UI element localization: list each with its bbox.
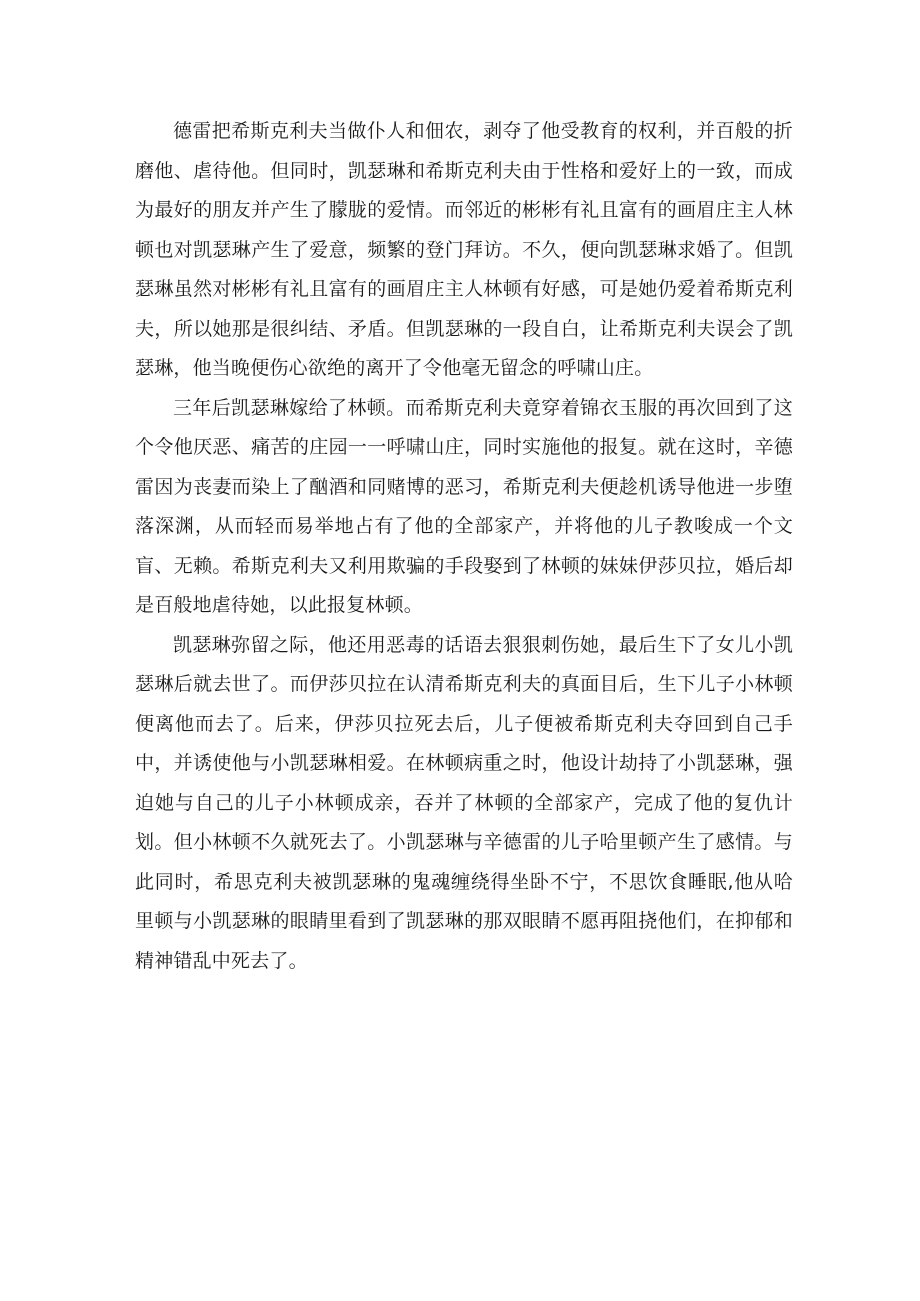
paragraph-1: 德雷把希斯克利夫当做仆人和佃农，剥夺了他受教育的权利，并百般的折磨他、虐待他。但同时，凯瑟琳和希斯克利夫由于性格和爱好上的一致，而成为最好的朋友并产生了朦胧的爱情。而邻近的彬彬有礼且富有的画眉庄主人林顿也对凯瑟琳产生了爱意，频繁的登门拜访。不久，便向凯瑟琳求婚了。但凯瑟琳虽然对彬彬有礼且富有的画眉庄主人林顿有好感，可是她仍爱着希斯克利夫，所以她那是很纠结、矛盾。但凯瑟琳的一段自白，让希斯克利夫误会了凯瑟琳，他当晚便伤心欲绝的离开了令他毫无留念的呼啸山庄。 bbox=[135, 120, 793, 379]
paragraph-3: 凯瑟琳弥留之际，他还用恶毒的话语去狠狠刺伤她，最后生下了女儿小凯瑟琳后就去世了。而伊莎贝拉在认清希斯克利夫的真面目后，生下儿子小林顿便离他而去了。后来，伊莎贝拉死去后，儿子便被希斯克利夫夺回到自己手中，并诱使他与小凯瑟琳相爱。在林顿病重之时，他设计劫持了小凯瑟琳，强迫她与自己的儿子小林顿成亲，吞并了林顿的全部家产，完成了他的复仇计划。但小林顿不久就死去了。小凯瑟琳与辛德雷的儿子哈里顿产生了感情。与此同时，希思克利夫被凯瑟琳的鬼魂缠绕得坐卧不宁，不思饮食睡眠,他从哈里顿与小凯瑟琳的眼睛里看到了凯瑟琳的那双眼睛不愿再阻挠他们，在抑郁和精神错乱中死去了。 bbox=[135, 633, 793, 972]
document-body bbox=[135, 112, 793, 981]
paragraph-2: 三年后凯瑟琳嫁给了林顿。而希斯克利夫竟穿着锦衣玉服的再次回到了这个令他厌恶、痛苦的庄园一一呼啸山庄，同时实施他的报复。就在这时，辛德雷因为丧妻而染上了酗酒和同赌博的恶习，希斯克利夫便趁机诱导他进一步堕落深渊，从而轻而易举地占有了他的全部家产，并将他的儿子教唆成一个文盲、无赖。希斯克利夫又利用欺骗的手段娶到了林顿的妹妹伊莎贝拉，婚后却是百般地虐待她，以此报复林顿。 bbox=[135, 396, 793, 616]
